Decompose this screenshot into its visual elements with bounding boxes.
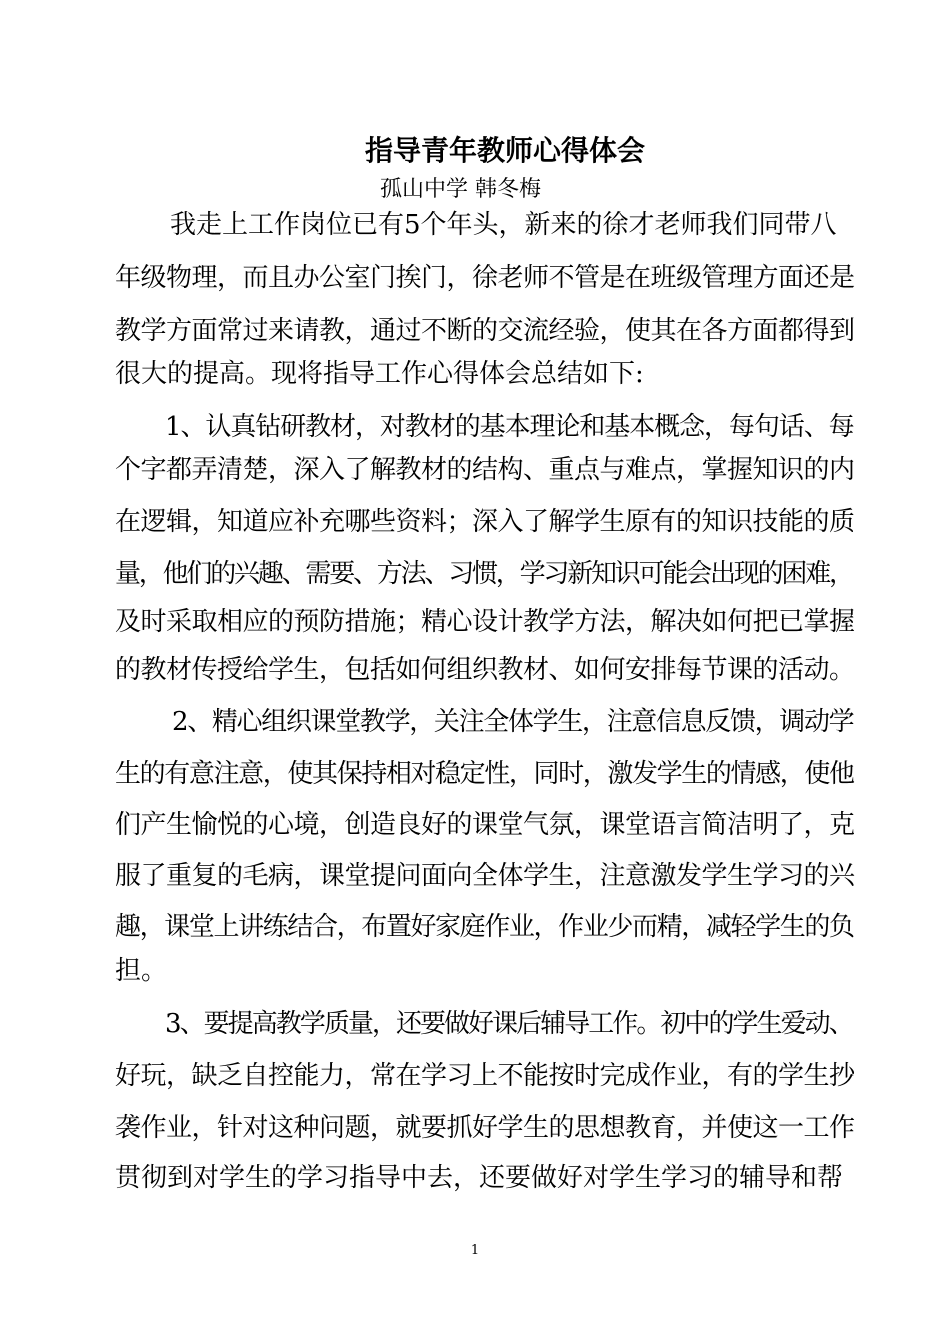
page-number: 1	[470, 1243, 480, 1258]
body-line: 我走上工作岗位已有5个年头，新来的徐才老师我们同带八	[170, 210, 837, 240]
body-line: 生的有意注意，使其保持相对稳定性，同时，激发学生的情感，使他	[115, 759, 854, 789]
document-title: 指导青年教师心得体会	[364, 134, 645, 167]
body-line: 教学方面常过来请教，通过不断的交流经验，使其在各方面都得到	[115, 316, 855, 346]
body-line: 很大的提高。现将指导工作心得体会总结如下:	[115, 359, 644, 389]
body-line: 袭作业，针对这种问题，就要抓好学生的思想教育，并使这一工作	[115, 1113, 855, 1143]
body-line: 个字都弄清楚，深入了解教材的结构、重点与难点，掌握知识的内	[115, 455, 855, 485]
body-line: 贯彻到对学生的学习指导中去，还要做好对学生学习的辅导和帮	[115, 1163, 844, 1193]
body-line: 的教材传授给学生，包括如何组织教材、如何安排每节课的活动。	[115, 655, 855, 685]
body-line: 好玩，缺乏自控能力，常在学习上不能按时完成作业，有的学生抄	[115, 1061, 855, 1091]
body-line: 们产生愉悦的心境，创造良好的课堂气氛，课堂语言简洁明了，克	[115, 810, 855, 840]
body-line: 3、要提高教学质量，还要做好课后辅导工作。初中的学生爱动、	[165, 1009, 853, 1039]
body-line: 趣，课堂上讲练结合，布置好家庭作业，作业少而精，减轻学生的负	[115, 912, 854, 942]
author-line: 孤山中学 韩冬梅	[380, 177, 541, 202]
body-line: 量，他们的兴趣、需要、方法、习惯，学习新知识可能会出现的困难，	[115, 559, 853, 589]
body-line: 在逻辑，知道应补充哪些资料；深入了解学生原有的知识技能的质	[115, 507, 855, 537]
body-line: 及时采取相应的预防措施；精心设计教学方法，解决如何把已掌握	[115, 607, 855, 637]
body-line: 年级物理，而且办公室门挨门，徐老师不管是在班级管理方面还是	[115, 263, 855, 293]
body-line: 1、认真钻研教材，对教材的基本理论和基本概念，每句话、每	[165, 412, 854, 442]
body-line: 2、精心组织课堂教学，关注全体学生，注意信息反馈，调动学	[172, 707, 854, 737]
body-line: 担。	[115, 956, 168, 986]
body-line: 服了重复的毛病，课堂提问面向全体学生，注意激发学生学习的兴	[115, 861, 855, 891]
